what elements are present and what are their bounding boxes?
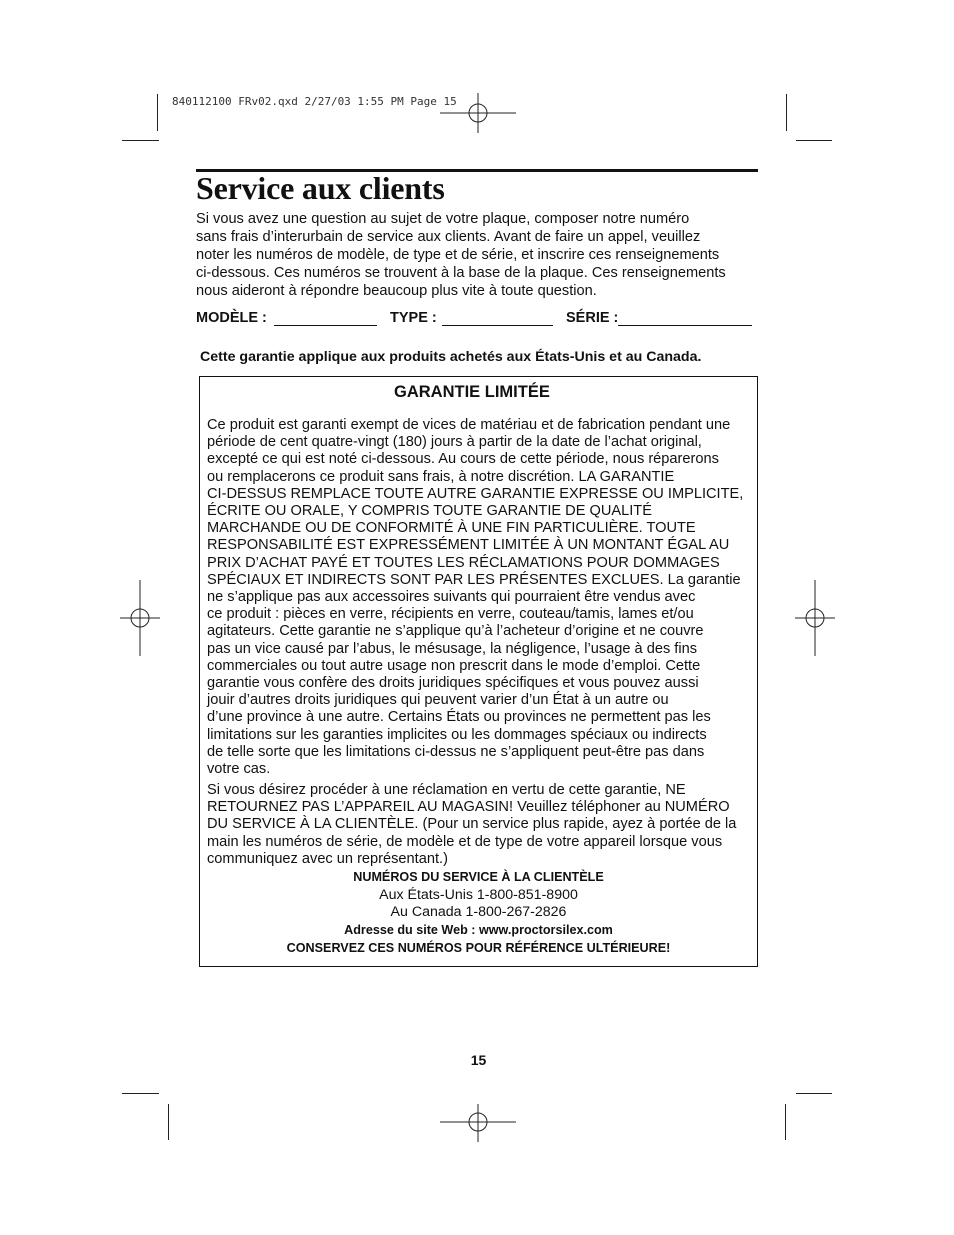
warranty-line: jouir d’autres droits juridiques qui peuvent varier d’un État à un autre ou [207, 692, 669, 709]
intro-line: noter les numéros de modèle, de type et de série, et inscrire ces renseignements [196, 247, 720, 263]
warranty-line: SPÉCIAUX ET INDIRECTS SONT PAR LES PRÉSENTES EXCLUES. La garantie [207, 571, 741, 588]
intro-line: ci-dessous. Ces numéros se trouvent à la base de la plaque. Ces renseignements [196, 265, 726, 281]
intro-line: sans frais d’interurbain de service aux clients. Avant de faire un appel, veuillez [196, 229, 701, 245]
intro-paragraph [196, 210, 756, 300]
intro-line: nous aideront à répondre beaucoup plus vite à toute question. [196, 283, 597, 299]
crop-mark [168, 1104, 169, 1140]
crop-mark [796, 140, 832, 141]
warranty-line: CI-DESSUS REMPLACE TOUTE AUTRE GARANTIE EXPRESSE OU IMPLICITE, [207, 485, 744, 502]
crop-mark [122, 1093, 159, 1094]
warranty-line: DU SERVICE À LA CLIENTÈLE. (Pour un service plus rapide, ayez à portée de la [207, 816, 737, 833]
crop-mark [122, 140, 159, 141]
warranty-line: commerciales ou tout autre usage non prescrit dans le mode d’emploi. Cette [207, 657, 701, 674]
warranty-line: Ce produit est garanti exempt de vices de matériau et de fabrication pendant une [207, 417, 731, 433]
warranty-title: GARANTIE LIMITÉE [394, 383, 550, 401]
warranty-line: agitateurs. Cette garantie ne s’applique qu’à l’acheteur d’origine et ne couvre [207, 623, 704, 640]
phone-us: Aux États-Unis 1-800-851-8900 [379, 887, 578, 903]
warranty-line: MARCHANDE OU DE CONFORMITÉ À UNE FIN PARTICULIÈRE. TOUTE [207, 520, 696, 537]
warranty-line: votre cas. [207, 761, 271, 778]
warranty-line: RETOURNEZ PAS L’APPAREIL AU MAGASIN! Veuillez téléphoner au NUMÉRO [207, 799, 730, 816]
warranty-line: garantie vous confère des droits juridiques spécifiques et vous pouvez aussi [207, 675, 699, 692]
warranty-line: PRIX D’ACHAT PAYÉ ET TOUTES LES RÉCLAMATIONS POUR DOMMAGES [207, 554, 720, 571]
warranty-line: communiquez avec un représentant.) [207, 850, 448, 867]
warranty-line: limitations sur les garanties implicites ou les dommages spéciaux ou indirects [207, 726, 707, 743]
model-field[interactable] [274, 325, 377, 326]
serial-field[interactable] [618, 325, 752, 326]
website-address: Adresse du site Web : www.proctorsilex.com [344, 923, 613, 937]
serial-label: SÉRIE : [566, 310, 619, 326]
warranty-line: ou remplacerons ce produit sans frais, à notre discrétion. LA GARANTIE [207, 468, 675, 485]
product-number-fields [196, 310, 756, 328]
warranty-applies-note: Cette garantie applique aux produits achetés aux États-Unis et au Canada. [200, 349, 702, 365]
registration-mark-icon [795, 580, 835, 656]
warranty-line: ce produit : pièces en verre, récipients en verre, couteau/tamis, lames et/ou [207, 606, 694, 623]
warranty-line: main les numéros de série, de modèle et de type de votre appareil lorsque vous [207, 833, 723, 850]
warranty-paragraph-2 [207, 782, 736, 868]
warranty-paragraph-1 [207, 417, 743, 778]
warranty-line: excepté ce qui est noté ci-dessous. Au cours de cette période, nous réparerons [207, 451, 719, 468]
intro-line: Si vous avez une question au sujet de votre plaque, composer notre numéro [196, 211, 690, 227]
registration-mark-icon [120, 580, 160, 656]
phone-canada: Au Canada 1-800-267-2826 [390, 904, 567, 920]
crop-mark [796, 1093, 832, 1094]
crop-mark [785, 1104, 786, 1140]
registration-mark-icon [440, 93, 516, 133]
type-field[interactable] [442, 325, 553, 326]
page-number: 15 [470, 1052, 487, 1068]
page-title: Service aux clients [196, 170, 445, 206]
type-label: TYPE : [390, 310, 437, 326]
warranty-line: pas un vice causé par l’abus, le mésusage, la négligence, l’usage à des fins [207, 640, 698, 657]
crop-mark [157, 94, 158, 131]
registration-mark-icon [440, 1104, 516, 1142]
model-label: MODÈLE : [196, 310, 267, 326]
warranty-line: période de cent quatre-vingt (180) jours à partir de la date de l’achat original, [207, 434, 702, 451]
print-slug: 840112100 FRv02.qxd 2/27/03 1:55 PM Page 15 [172, 95, 457, 108]
warranty-line: d’une province à une autre. Certains États ou provinces ne permettent pas les [207, 709, 711, 726]
keep-numbers-note: CONSERVEZ CES NUMÉROS POUR RÉFÉRENCE ULTÉRIEURE! [286, 941, 671, 955]
warranty-line: ÉCRITE OU ORALE, Y COMPRIS TOUTE GARANTIE DE QUALITÉ [207, 503, 652, 520]
warranty-line: RESPONSABILITÉ EST EXPRESSÉMENT LIMITÉE À UN MONTANT ÉGAL AU [207, 537, 730, 554]
warranty-line: de telle sorte que les limitations ci-dessus ne s’appliquent peut-être pas dans [207, 743, 705, 760]
crop-mark [786, 94, 787, 131]
warranty-line: ne s’applique pas aux accessoires suivants qui pourraient être vendus avec [207, 589, 696, 606]
service-numbers-heading: NUMÉROS DU SERVICE À LA CLIENTÈLE [353, 870, 604, 884]
warranty-line: Si vous désirez procéder à une réclamation en vertu de cette garantie, NE [207, 782, 686, 798]
